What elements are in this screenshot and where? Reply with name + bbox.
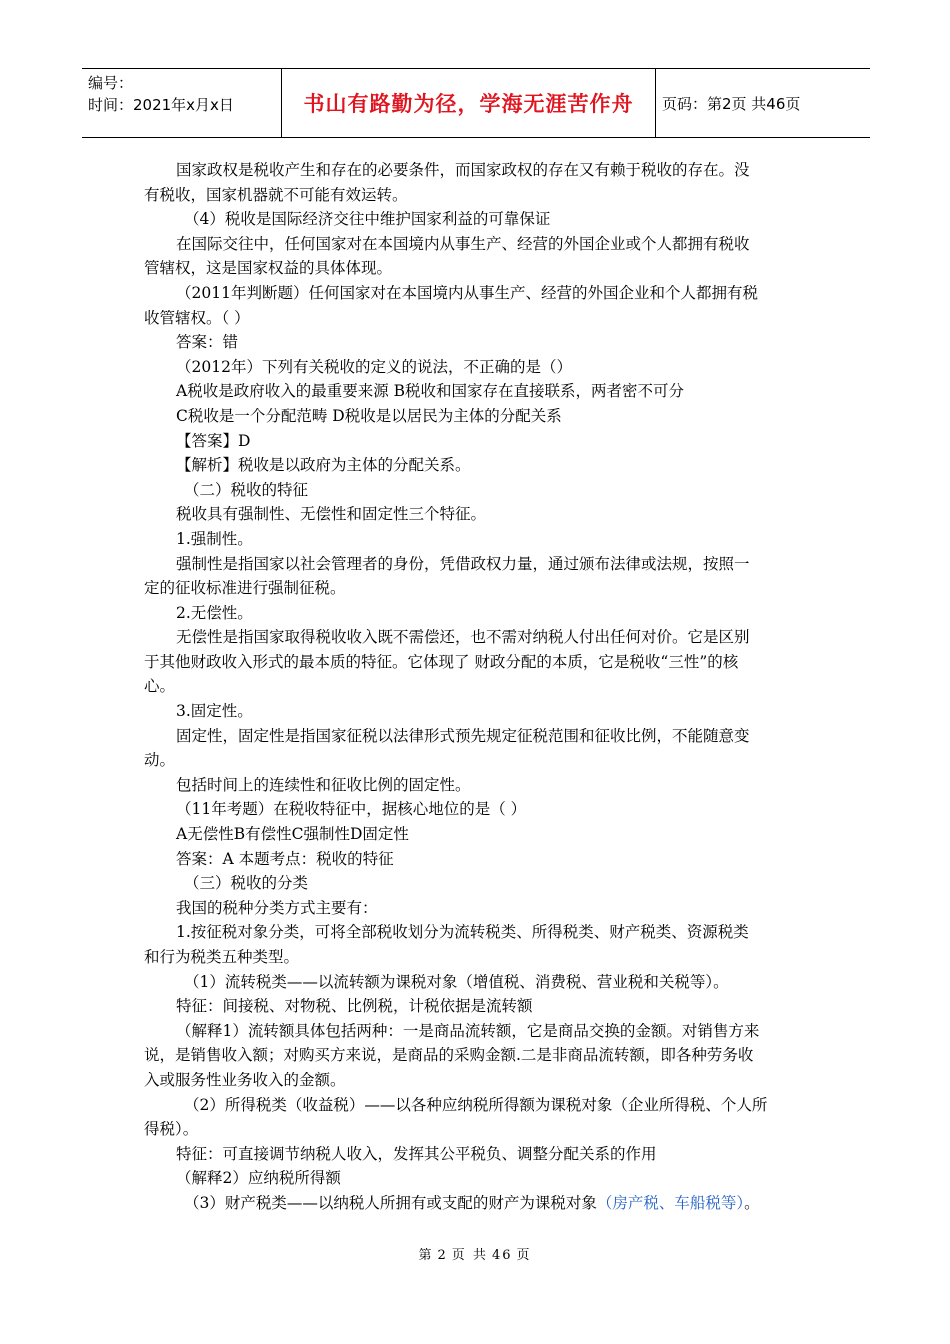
text-line-content: 特征：可直接调节纳税人收入，发挥其公平税负、调整分配关系的作用 xyxy=(176,1144,657,1163)
text-line-content: （2）所得税类（收益税）——以各种应纳税所得额为课税对象（企业所得税、个人所 xyxy=(184,1095,768,1114)
text-line xyxy=(144,896,804,921)
text-line xyxy=(144,650,804,675)
text-line-content: 于其他财政收入形式的最本质的特征。它体现了 财政分配的本质，它是税收“三性”的核 xyxy=(144,652,739,671)
text-line xyxy=(144,1117,804,1142)
number-label: 编号： xyxy=(88,74,134,92)
text-line-content: 我国的税种分类方式主要有： xyxy=(176,898,378,917)
text-line-content: 2.无偿性。 xyxy=(176,603,253,622)
text-line-content: （二）税收的特征 xyxy=(184,480,309,499)
text-line-content: 收管辖权。（ ） xyxy=(144,308,250,327)
text-line-content: 管辖权，这是国家权益的具体体现。 xyxy=(144,259,393,278)
footer-suffix: 页 xyxy=(516,1248,532,1263)
header-motto: 书山有路勤为径，学海无涯苦作舟 xyxy=(303,92,634,116)
text-line-content: 说，是销售收入额；对购买方来说，是商品的采购金额.二是非商品流转额，即各种劳务收 xyxy=(144,1046,754,1065)
text-line-content: 1.按征税对象分类，可将全部税收划分为流转税类、所得税类、财产税类、资源税类 xyxy=(176,923,749,942)
text-line-content: 强制性是指国家以社会管理者的身份，凭借政权力量，通过颁布法律或法规，按照一 xyxy=(176,554,750,573)
text-line xyxy=(144,945,804,970)
text-line xyxy=(144,527,804,552)
text-line xyxy=(144,970,804,995)
page-header xyxy=(82,68,870,138)
text-line-content: 答案：错 xyxy=(176,333,239,352)
text-line-content: 答案：A 本题考点：税收的特征 xyxy=(176,849,394,868)
text-line xyxy=(144,379,804,404)
text-line xyxy=(144,994,804,1019)
text-line-content: 【解析】税收是以政府为主体的分配关系。 xyxy=(176,456,471,475)
text-line-content: C税收是一个分配范畴 D税收是以居民为主体的分配关系 xyxy=(176,406,562,425)
text-line xyxy=(144,183,804,208)
text-line-content: 3.固定性。 xyxy=(176,702,253,721)
text-line xyxy=(144,404,804,429)
text-line-content: 无偿性是指国家取得税收收入既不需偿还，也不需对纳税人付出任何对价。它是区别 xyxy=(176,628,750,647)
text-line-content: 1.强制性。 xyxy=(176,529,253,548)
text-line xyxy=(144,724,804,749)
header-motto-cell xyxy=(282,69,656,137)
text-line-content: 特征：间接税、对物税、比例税，计税依据是流转额 xyxy=(176,997,533,1016)
text-line xyxy=(144,330,804,355)
text-line-content: （3）财产税类——以纳税人所拥有或支配的财产为课税对象 xyxy=(184,1193,597,1212)
text-line-content: 和行为税类五种类型。 xyxy=(144,948,300,966)
text-line xyxy=(144,256,804,281)
text-line xyxy=(144,625,804,650)
text-line-content: 国家政权是税收产生和存在的必要条件，而国家政权的存在又有赖于税收的存在。没 xyxy=(176,161,750,179)
body-text xyxy=(144,158,804,1216)
footer-mid: 页 共 xyxy=(451,1248,488,1263)
text-line-content: 固定性，固定性是指国家征税以法律形式预先规定征税范围和征收比例，不能随意变 xyxy=(176,726,750,745)
text-line xyxy=(144,429,804,454)
text-line xyxy=(144,871,804,896)
text-line xyxy=(144,576,804,601)
text-line-content: 税收具有强制性、无偿性和固定性三个特征。 xyxy=(176,505,487,524)
text-line xyxy=(144,847,804,872)
text-line-content: （2012年）下列有关税收的定义的说法，不正确的是（） xyxy=(176,357,572,376)
text-line-content: A无偿性B有偿性C强制性D固定性 xyxy=(176,825,409,844)
text-line-content: 有税收，国家机器就不可能有效运转。 xyxy=(144,185,408,204)
footer-page-number: 2 xyxy=(437,1248,448,1263)
text-line xyxy=(144,1191,804,1216)
text-line-content: （2011年判断题）任何国家对在本国境内从事生产、经营的外国企业和个人都拥有税 xyxy=(176,283,758,302)
text-line-content: 包括时间上的连续性和征收比例的固定性。 xyxy=(176,775,471,794)
text-line xyxy=(144,1068,804,1093)
text-line xyxy=(144,822,804,847)
text-line-content: （解释1）流转额具体包括两种：一是商品流转额，它是商品交换的金额。对销售方来 xyxy=(176,1021,760,1040)
text-line-content: （1）流转税类——以流转额为课税对象（增值税、消费税、营业税和关税等）。 xyxy=(184,972,729,991)
text-line xyxy=(144,306,804,331)
text-line xyxy=(144,158,804,183)
header-page-info: 页码：第2页 共46页 xyxy=(662,94,801,113)
header-meta xyxy=(82,69,282,137)
text-line xyxy=(144,207,804,232)
text-line xyxy=(144,601,804,626)
text-line xyxy=(144,1166,804,1191)
text-line xyxy=(144,1142,804,1167)
text-line xyxy=(144,1019,804,1044)
text-line xyxy=(144,1093,804,1118)
text-line xyxy=(144,453,804,478)
footer-total-pages: 46 xyxy=(491,1248,513,1263)
text-line-content: 动。 xyxy=(144,751,176,770)
text-line-content: （解释2）应纳税所得额 xyxy=(176,1169,341,1188)
text-line xyxy=(144,552,804,577)
text-line-tail: 。 xyxy=(744,1193,760,1212)
text-line xyxy=(144,232,804,257)
text-line xyxy=(144,281,804,306)
text-line xyxy=(144,773,804,798)
text-line xyxy=(144,920,804,945)
text-line xyxy=(144,748,804,773)
text-line xyxy=(144,502,804,527)
time-label: 时间：2021年x月x日 xyxy=(88,96,234,114)
text-line-content: 得税）。 xyxy=(144,1120,199,1139)
text-line xyxy=(144,355,804,380)
text-line-content: 定的征收标准进行强制征税。 xyxy=(144,579,346,598)
text-line-content: 在国际交往中，任何国家对在本国境内从事生产、经营的外国企业或个人都拥有税收 xyxy=(176,234,750,253)
text-line xyxy=(144,1043,804,1068)
highlighted-text: （房产税、车船税等） xyxy=(596,1193,745,1212)
text-line-content: A税收是政府收入的最重要来源 B税收和国家存在直接联系，两者密不可分 xyxy=(176,382,685,401)
text-line-content: 入或服务性业务收入的金额。 xyxy=(144,1070,346,1089)
text-line xyxy=(144,797,804,822)
footer-prefix: 第 xyxy=(418,1248,434,1263)
text-line-content: （11年考题）在税收特征中，据核心地位的是（ ） xyxy=(176,800,527,819)
text-line xyxy=(144,478,804,503)
text-line xyxy=(144,674,804,699)
text-line-content: 心。 xyxy=(144,677,176,696)
page-footer xyxy=(0,1244,950,1263)
text-line-content: （三）税收的分类 xyxy=(184,874,309,893)
text-line xyxy=(144,699,804,724)
text-line-content: 【答案】D xyxy=(176,431,251,450)
text-line-content: （4）税收是国际经济交往中维护国家利益的可靠保证 xyxy=(184,210,551,229)
